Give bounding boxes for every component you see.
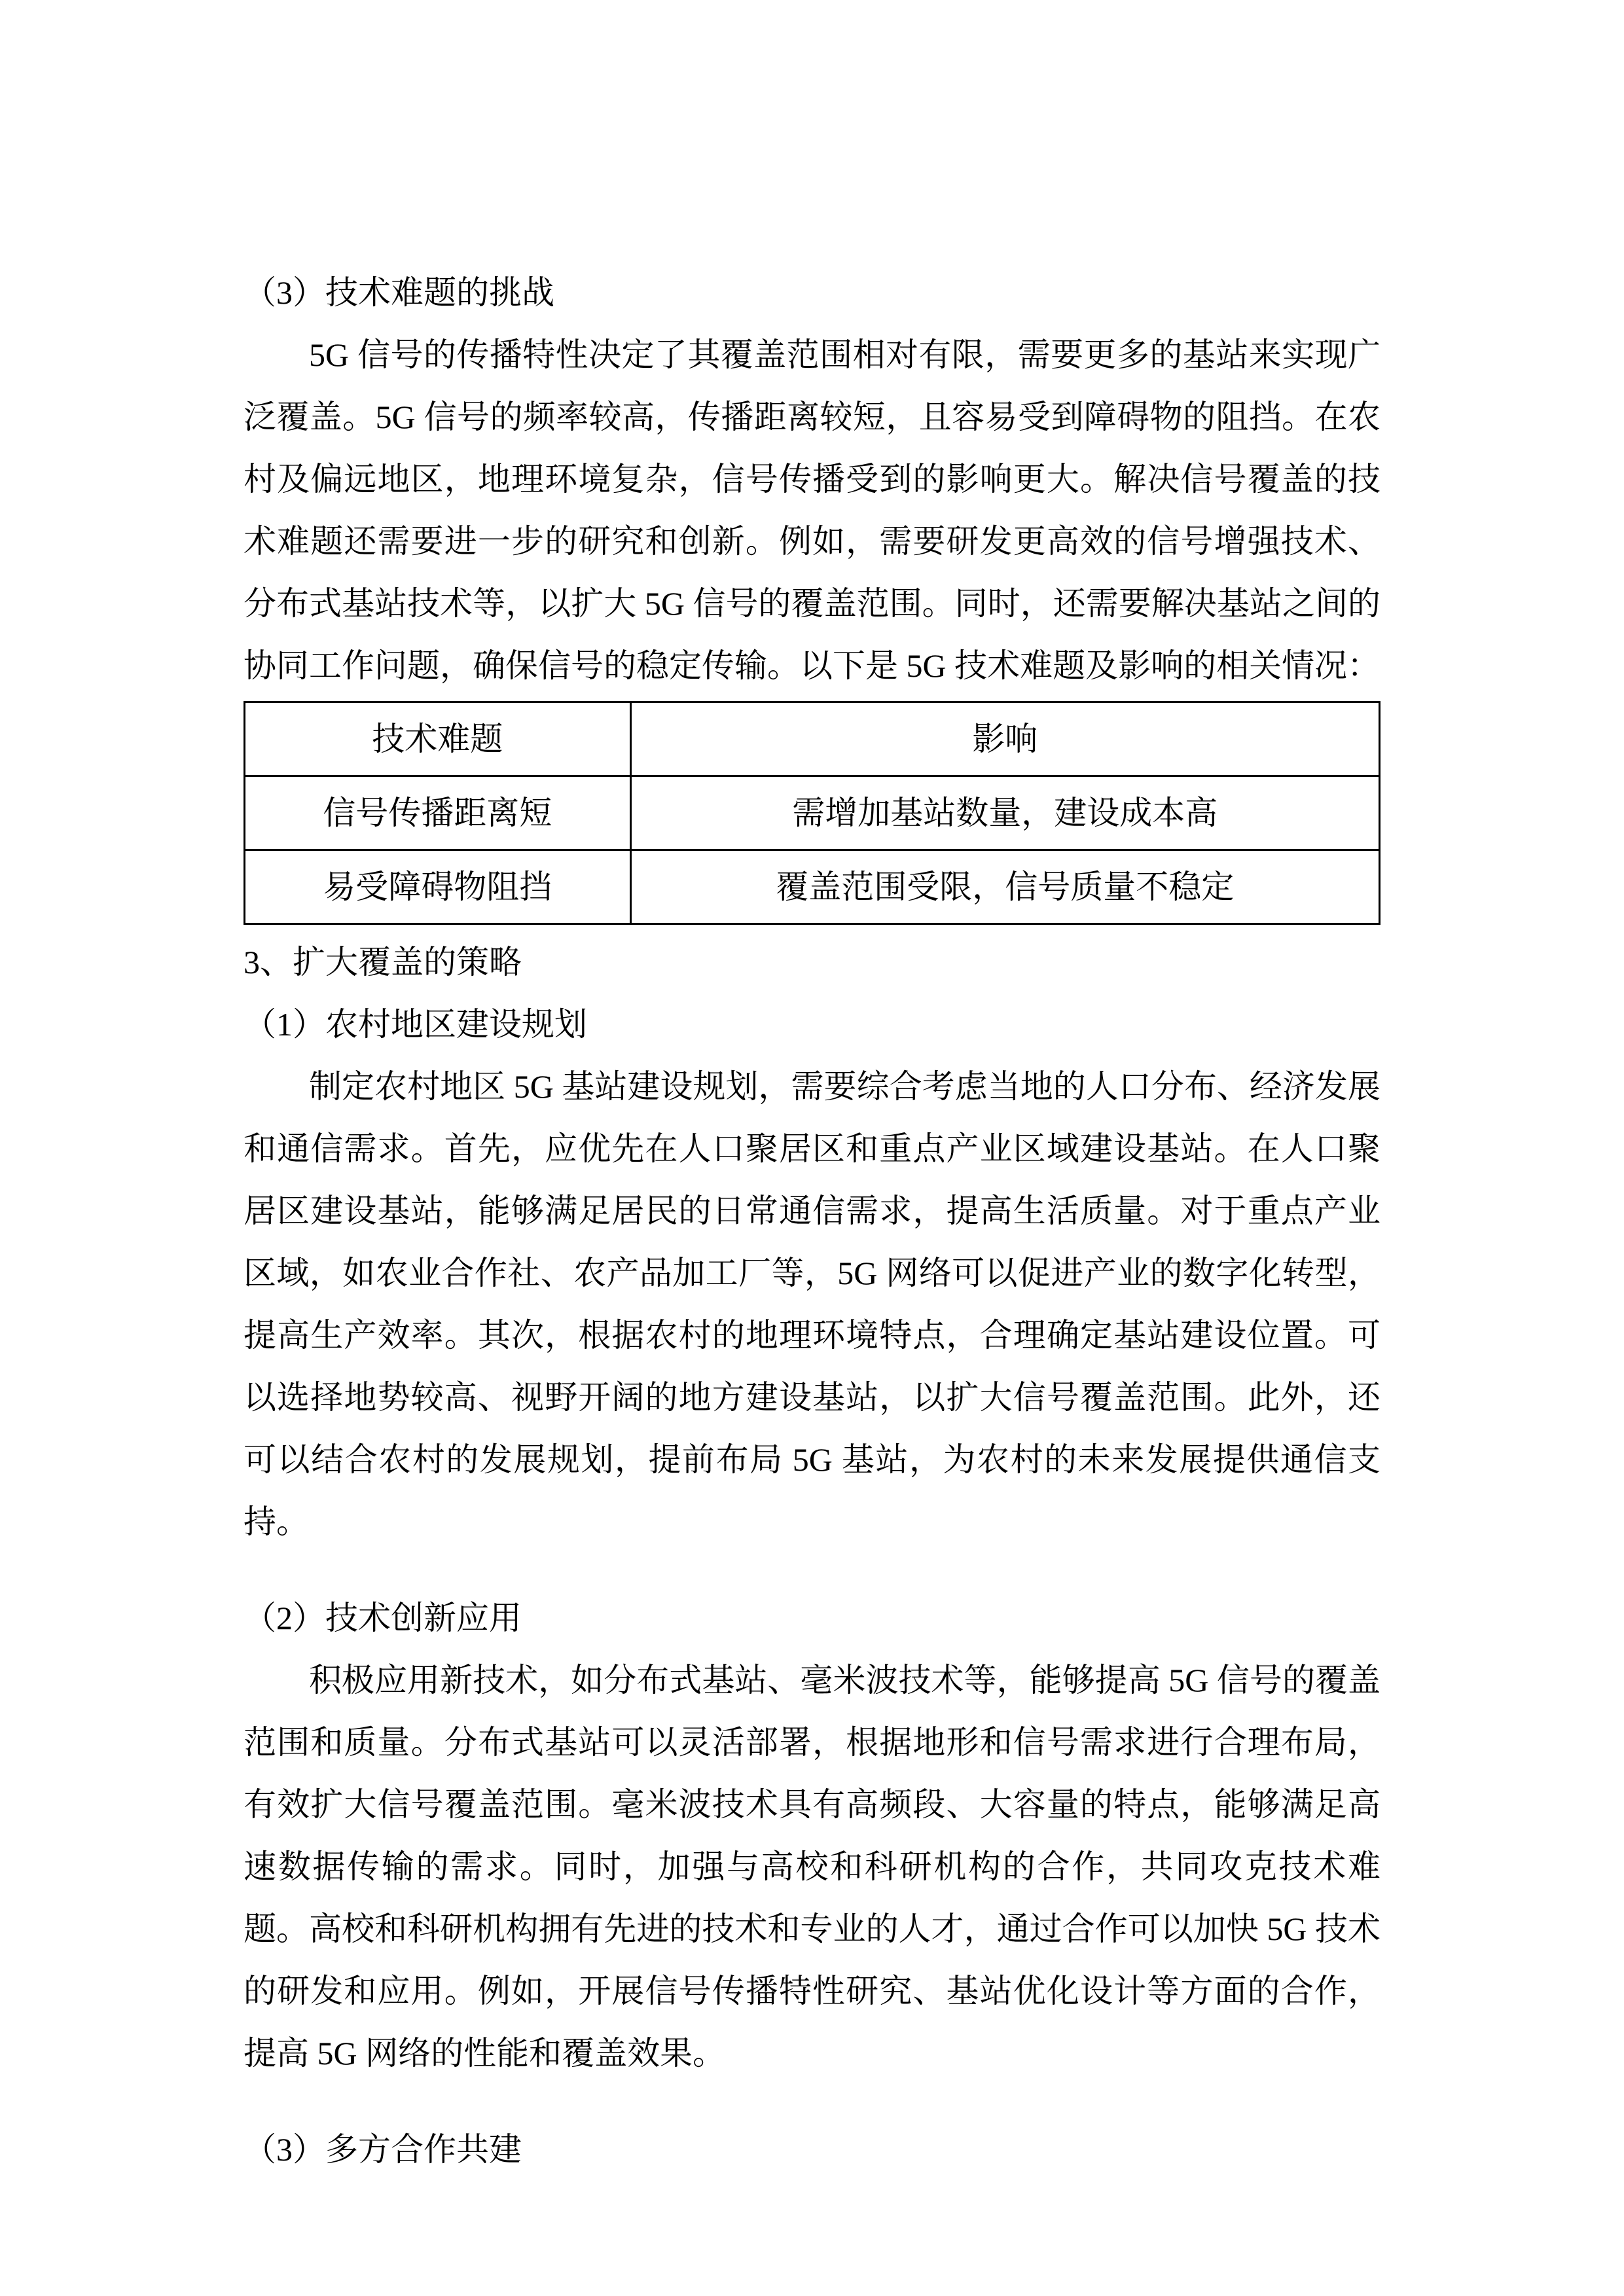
table-row xyxy=(245,850,1380,924)
section-heading-challenge: （3）技术难题的挑战 xyxy=(244,274,554,311)
subsection-heading-rural-planning: （1）农村地区建设规划 xyxy=(244,1006,587,1043)
paragraph-challenge: 5G 信号的传播特性决定了其覆盖范围相对有限，需要更多的基站来实现广泛覆盖。5G 信号的频率较高，传播距离较短，且容易受到障碍物的阻挡。在农村及偏远地区，地理环境复杂，信号传播受到的影响更大。解决信号覆盖的技术难题还需要进一步的研究和创新。例如，需要研发更高效的信号增强技术、分布式基站技术等，以扩大 5G 信号的覆盖范围。同时，还需要解决基站之间的协同工作问题，确保信号的稳定传输。以下是 5G 技术难题及影响的相关情况： xyxy=(244,336,1380,684)
table-header-problem: 技术难题 xyxy=(245,702,631,776)
table-cell-problem-2: 易受障碍物阻挡 xyxy=(245,850,631,924)
table-cell-problem-1: 信号传播距离短 xyxy=(245,776,631,850)
paragraph-innovation: 积极应用新技术，如分布式基站、毫米波技术等，能够提高 5G 信号的覆盖范围和质量。分布式基站可以灵活部署，根据地形和信号需求进行合理布局，有效扩大信号覆盖范围。毫米波技术具有高频段、大容量的特点，能够满足高速数据传输的需求。同时，加强与高校和科研机构的合作，共同攻克技术难题。高校和科研机构拥有先进的技术和专业的人才，通过合作可以加快 5G 技术的研发和应用。例如，开展信号传播特性研究、基站优化设计等方面的合作，提高 5G 网络的性能和覆盖效果。 xyxy=(244,1662,1380,2072)
paragraph-rural-planning: 制定农村地区 5G 基站建设规划，需要综合考虑当地的人口分布、经济发展和通信需求。首先，应优先在人口聚居区和重点产业区域建设基站。在人口聚居区建设基站，能够满足居民的日常通信需求，提高生活质量。对于重点产业区域，如农业合作社、农产品加工厂等，5G 网络可以促进产业的数字化转型，提高生产效率。其次，根据农村的地理环境特点，合理确定基站建设位置。可以选择地势较高、视野开阔的地方建设基站，以扩大信号覆盖范围。此外，还可以结合农村的发展规划，提前布局 5G 基站，为农村的未来发展提供通信支持。 xyxy=(244,1068,1380,1540)
challenge-impact-table xyxy=(244,701,1380,925)
table-cell-impact-2: 覆盖范围受限，信号质量不稳定 xyxy=(630,850,1379,924)
table-header-impact: 影响 xyxy=(630,702,1379,776)
table-row xyxy=(245,776,1380,850)
subsection-heading-cooperation: （3）多方合作共建 xyxy=(244,2131,522,2168)
table-header-row xyxy=(245,702,1380,776)
section-heading-strategy: 3、扩大覆盖的策略 xyxy=(244,944,522,980)
table-cell-impact-1: 需增加基站数量，建设成本高 xyxy=(630,776,1379,850)
subsection-heading-innovation: （2）技术创新应用 xyxy=(244,1600,522,1636)
